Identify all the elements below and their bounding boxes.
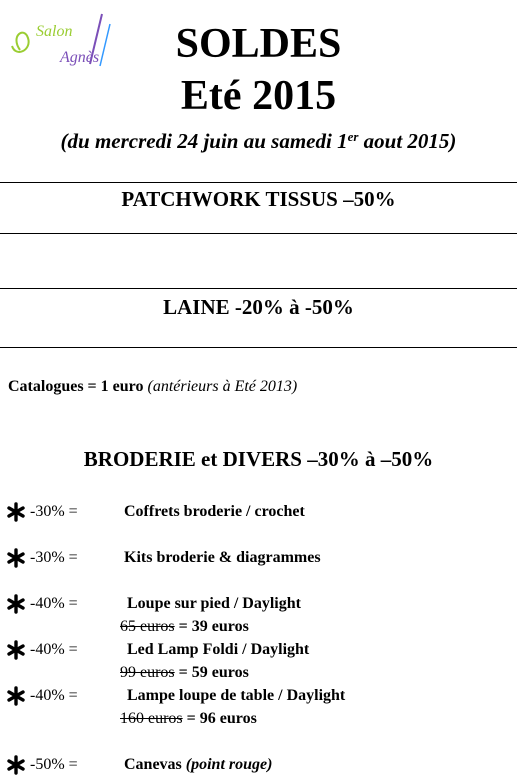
item-name: Kits broderie & diagrammes	[124, 549, 321, 566]
asterisk-icon	[6, 548, 26, 568]
asterisk-icon	[6, 686, 26, 706]
asterisk-icon	[6, 594, 26, 614]
item-price	[120, 616, 249, 638]
catalogues-line	[8, 376, 297, 398]
page-title: SOLDES	[175, 21, 342, 67]
old-price: 65 euros	[120, 618, 175, 635]
discount-percent: -40% =	[30, 641, 78, 658]
discount-percent: -50% =	[30, 756, 78, 773]
discount-percent: -30% =	[30, 549, 78, 566]
dates-start: (du mercredi 24 juin au samedi 1	[60, 129, 348, 153]
catalogues-label: Catalogues = 1 euro	[8, 378, 144, 395]
item-name-text: Canevas	[124, 756, 182, 773]
old-price: 99 euros	[120, 664, 175, 681]
item-name: Led Lamp Foldi / Daylight	[127, 641, 310, 658]
dates-end: aout 2015)	[358, 129, 457, 153]
discount-percent: -40% =	[30, 595, 78, 612]
discount-percent: -30% =	[30, 503, 78, 520]
item-price	[120, 708, 257, 730]
item-name	[124, 754, 272, 776]
sale-dates	[0, 128, 517, 154]
section-broderie: BRODERIE et DIVERS –30% à –50%	[83, 447, 434, 471]
svg-text:Agnès: Agnès	[60, 49, 100, 66]
divider	[0, 347, 517, 348]
new-price: = 39 euros	[174, 618, 249, 635]
asterisk-icon	[6, 640, 26, 660]
old-price: 160 euros	[120, 710, 183, 727]
svg-text:Salon: Salon	[36, 23, 73, 40]
section-patchwork: PATCHWORK TISSUS –50%	[121, 187, 396, 211]
catalogues-note: (antérieurs à Eté 2013)	[147, 378, 298, 395]
divider	[0, 182, 517, 183]
item-name: Loupe sur pied / Daylight	[127, 595, 301, 612]
new-price: = 96 euros	[182, 710, 257, 727]
divider	[0, 233, 517, 234]
item-name: Coffrets broderie / crochet	[124, 503, 305, 520]
new-price: = 59 euros	[174, 664, 249, 681]
page-subtitle: Eté 2015	[180, 73, 337, 119]
asterisk-icon	[6, 502, 26, 522]
asterisk-icon	[6, 755, 26, 775]
item-name: Lampe loupe de table / Daylight	[127, 687, 346, 704]
discount-percent: -40% =	[30, 687, 78, 704]
section-laine: LAINE -20% à -50%	[163, 295, 354, 319]
item-note: (point rouge)	[185, 756, 273, 773]
item-price	[120, 662, 249, 684]
divider	[0, 288, 517, 289]
dates-superscript: er	[347, 129, 359, 144]
